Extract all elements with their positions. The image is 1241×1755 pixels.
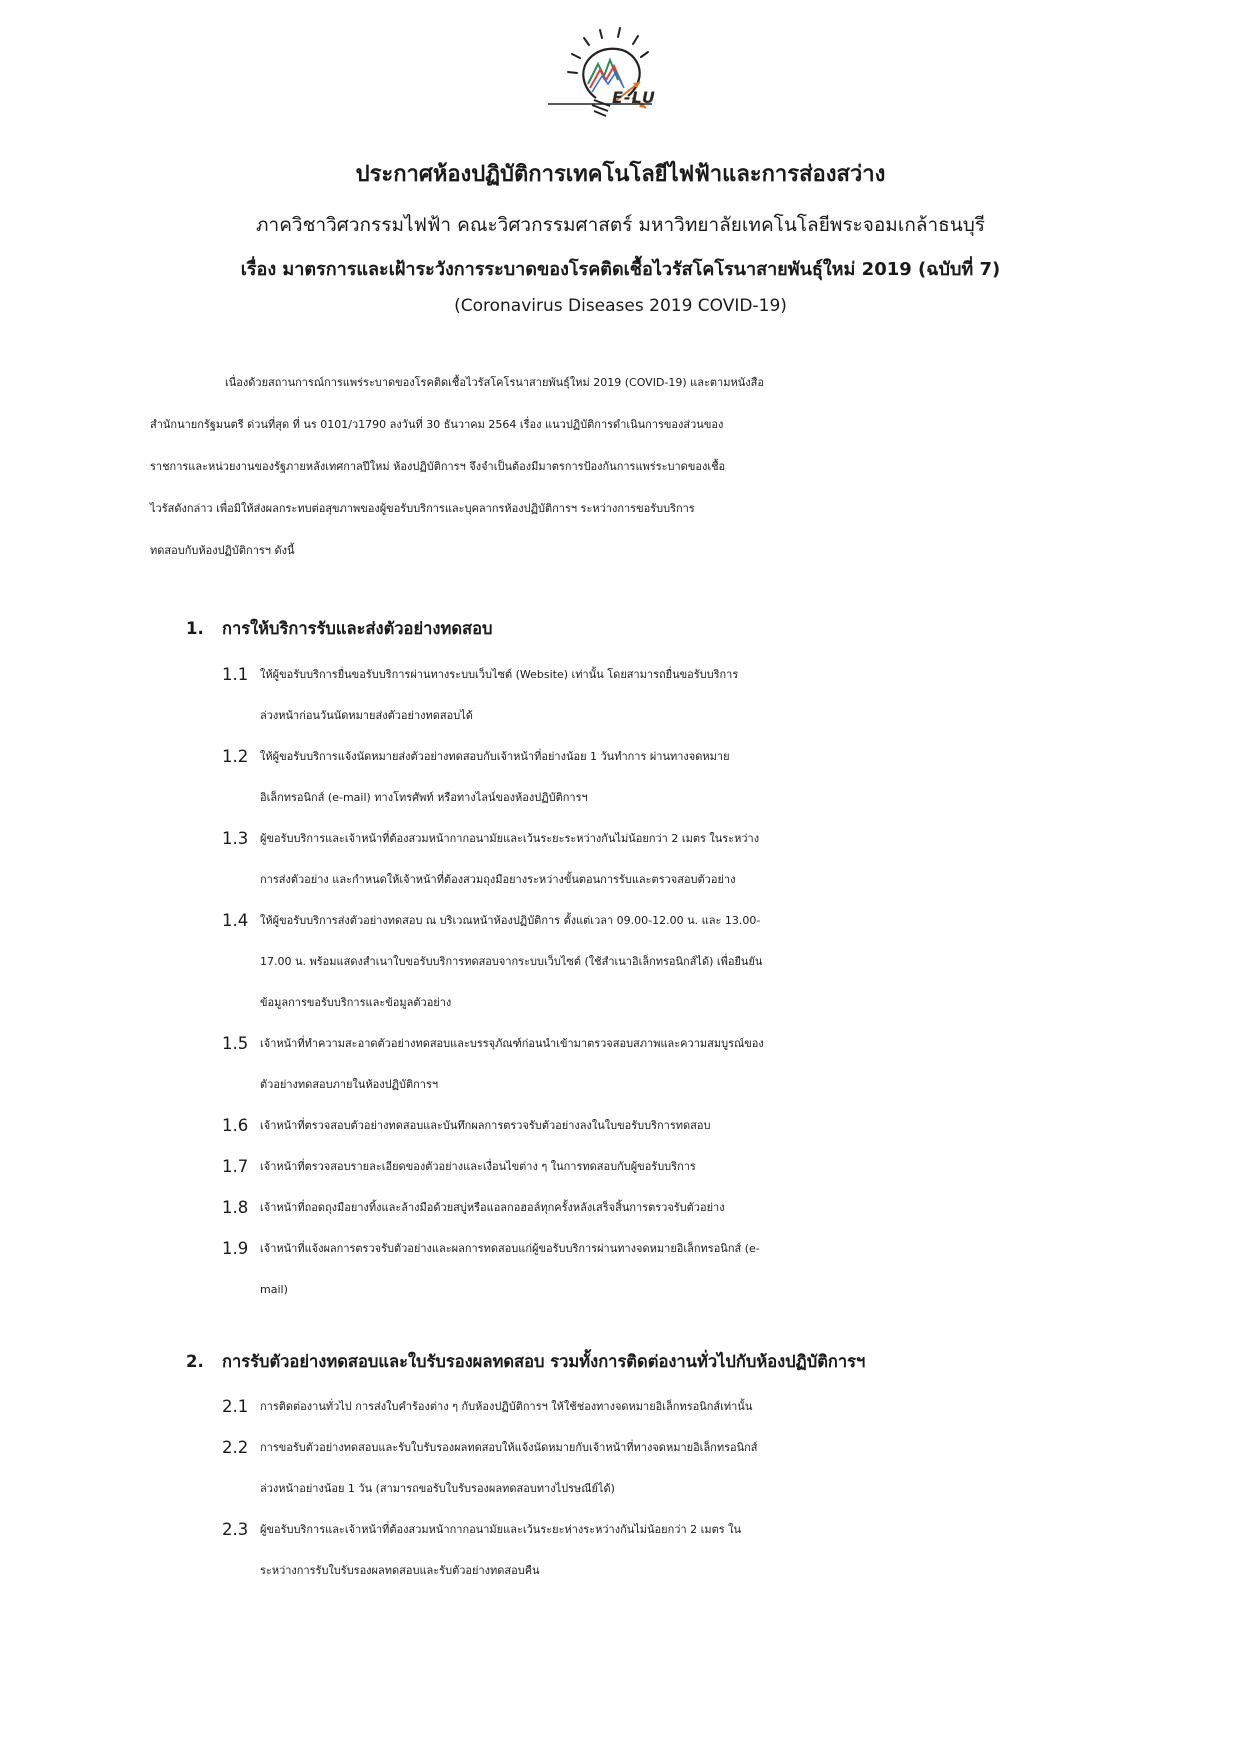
section-heading (186, 1349, 865, 1375)
list-item (222, 1228, 1088, 1310)
section-title: การให้บริการรับและส่งตัวอย่างทดสอบ (222, 619, 493, 638)
section-title: การรับตัวอย่างทดสอบและใบรับรองผลทดสอบ รวมทั้งการติดต่องานทั่วไปกับห้องปฏิบัติการฯ (222, 1352, 866, 1371)
list-item (222, 1509, 1088, 1591)
item-line: การติดต่องานทั่วไป การส่งใบคำร้องต่าง ๆ กับห้องปฏิบัติการฯ ให้ใช้ช่องทางจดหมายอิเล็กทรอนิกส์เท่านั้น (260, 1400, 753, 1413)
intro-line: ไวรัสดังกล่าว เพื่อมิให้ส่งผลกระทบต่อสุขภาพของผู้ขอรับบริการและบุคลากรห้องปฏิบัติการฯ ระหว่างการขอรับบริการ (150, 502, 695, 515)
list-item (222, 1023, 1088, 1105)
item-number: 2.2 (222, 1438, 249, 1457)
item-line: 17.00 น. พร้อมแสดงสำเนาใบขอรับบริการทดสอบจากระบบเว็บไซต์ (ใช้สำเนาอิเล็กทรอนิกส์ได้) เพื่อยืนยัน (260, 955, 763, 968)
item-number: 2.1 (222, 1397, 249, 1416)
item-number: 1.8 (222, 1198, 249, 1217)
item-line: เจ้าหน้าที่ตรวจสอบรายละเอียดของตัวอย่างและเงื่อนไขต่าง ๆ ในการทดสอบกับผู้ขอรับบริการ (260, 1160, 696, 1173)
item-number: 1.4 (222, 911, 249, 930)
item-line: ให้ผู้ขอรับบริการส่งตัวอย่างทดสอบ ณ บริเวณหน้าห้องปฏิบัติการ ตั้งแต่เวลา 09.00-12.00 น. และ 13.00- (260, 914, 761, 927)
list-item (222, 1146, 1088, 1187)
section-number: 2. (186, 1352, 204, 1371)
item-number: 2.3 (222, 1520, 249, 1539)
section-number: 1. (186, 619, 204, 638)
item-line: ล่วงหน้าก่อนวันนัดหมายส่งตัวอย่างทดสอบได้ (260, 709, 473, 722)
item-line: เจ้าหน้าที่ทำความสะอาดตัวอย่างทดสอบและบรรจุภัณฑ์ก่อนนำเข้ามาตรวจสอบสภาพและความสมบูรณ์ของ (260, 1037, 764, 1050)
item-number: 1.9 (222, 1239, 249, 1258)
item-line: ล่วงหน้าอย่างน้อย 1 วัน (สามารถขอรับใบรับรองผลทดสอบทางไปรษณีย์ได้) (260, 1482, 615, 1495)
item-line: ข้อมูลการขอรับบริการและข้อมูลตัวอย่าง (260, 996, 452, 1009)
item-line: ตัวอย่างทดสอบภายในห้องปฏิบัติการฯ (260, 1078, 439, 1091)
item-line: เจ้าหน้าที่ตรวจสอบตัวอย่างทดสอบและบันทึกผลการตรวจรับตัวอย่างลงในใบขอรับบริการทดสอบ (260, 1119, 711, 1132)
item-line: เจ้าหน้าที่ถอดถุงมือยางทิ้งและล้างมือด้วยสบู่หรือแอลกอฮอล์ทุกครั้งหลังเสร็จสิ้นการตรวจรับตัวอย่าง (260, 1201, 725, 1214)
list-item (222, 900, 1088, 1023)
item-line: ผู้ขอรับบริการและเจ้าหน้าที่ต้องสวมหน้ากากอนามัยและเว้นระยะห่างระหว่างกันไม่น้อยกว่า 2 เมตร ใน (260, 1523, 742, 1536)
logo-label: E-LU (612, 88, 656, 107)
list-item (222, 654, 1088, 736)
lightbulb-chart-icon (548, 22, 678, 130)
intro-line: สำนักนายกรัฐมนตรี ด่วนที่สุด ที่ นร 0101/ว1790 ลงวันที่ 30 ธันวาคม 2564 เรื่อง แนวปฏิบัติการดำเนินการของส่วนของ (150, 418, 724, 431)
item-number: 1.2 (222, 747, 249, 766)
list-item (222, 818, 1088, 900)
item-number: 1.1 (222, 665, 249, 684)
list-item (222, 1427, 1088, 1509)
section-heading (186, 616, 493, 642)
item-line: ให้ผู้ขอรับบริการแจ้งนัดหมายส่งตัวอย่างทดสอบกับเจ้าหน้าที่อย่างน้อย 1 วันทำการ ผ่านทางจดหมาย (260, 750, 730, 763)
list-item (222, 1386, 1088, 1427)
intro-paragraph (150, 362, 1085, 572)
item-line: ให้ผู้ขอรับบริการยื่นขอรับบริการผ่านทางระบบเว็บไซต์ (Website) เท่านั้น โดยสามารถยื่นขอรับบริการ (260, 668, 739, 681)
page-title: ประกาศห้องปฏิบัติการเทคโนโลยีไฟฟ้าและการส่องสว่าง (355, 162, 886, 187)
item-number: 1.5 (222, 1034, 249, 1053)
item-number: 1.7 (222, 1157, 249, 1176)
item-line: การขอรับตัวอย่างทดสอบและรับใบรับรองผลทดสอบให้แจ้งนัดหมายกับเจ้าหน้าที่ทางจดหมายอิเล็กทรอนิกส์ (260, 1441, 758, 1454)
item-line: เจ้าหน้าที่แจ้งผลการตรวจรับตัวอย่างและผลการทดสอบแก่ผู้ขอรับบริการผ่านทางจดหมายอิเล็กทรอนิกส์ (e- (260, 1242, 760, 1255)
intro-line: ราชการและหน่วยงานของรัฐภายหลังเทศกาลปีใหม่ ห้องปฏิบัติการฯ จึงจำเป็นต้องมีมาตรการป้องกันการแพร่ระบาดของเชื้อ (150, 460, 726, 473)
intro-line: ทดสอบกับห้องปฏิบัติการฯ ดังนี้ (150, 544, 295, 557)
subject-line: เรื่อง มาตรการและเฝ้าระวังการระบาดของโรคติดเชื้อไวรัสโคโรนาสายพันธุ์ใหม่ 2019 (ฉบับที่ 7) (240, 259, 1001, 280)
intro-line: เนื่องด้วยสถานการณ์การแพร่ระบาดของโรคติดเชื้อไวรัสโคโรนาสายพันธุ์ใหม่ 2019 (COVID-19) และตามหนังสือ (225, 376, 764, 389)
item-number: 1.6 (222, 1116, 249, 1135)
list-item (222, 736, 1088, 818)
list-item (222, 1187, 1088, 1228)
item-line: อิเล็กทรอนิกส์ (e-mail) ทางโทรศัพท์ หรือทางไลน์ของห้องปฏิบัติการฯ (260, 791, 588, 804)
item-line: ระหว่างการรับใบรับรองผลทดสอบและรับตัวอย่างทดสอบคืน (260, 1564, 540, 1577)
item-line: ผู้ขอรับบริการและเจ้าหน้าที่ต้องสวมหน้ากากอนามัยและเว้นระยะระหว่างกันไม่น้อยกว่า 2 เมตร ในระหว่าง (260, 832, 760, 845)
department-line: ภาควิชาวิศวกรรมไฟฟ้า คณะวิศวกรรมศาสตร์ มหาวิทยาลัยเทคโนโลยีพระจอมเกล้าธนบุรี (256, 214, 985, 236)
item-number: 1.3 (222, 829, 249, 848)
list-item (222, 1105, 1088, 1146)
subtitle-line: (Coronavirus Diseases 2019 COVID-19) (454, 296, 787, 316)
item-line: การส่งตัวอย่าง และกำหนดให้เจ้าหน้าที่ต้องสวมถุงมือยางระหว่างขั้นตอนการรับและตรวจสอบตัวอย่าง (260, 873, 736, 886)
item-line: mail) (260, 1283, 288, 1296)
